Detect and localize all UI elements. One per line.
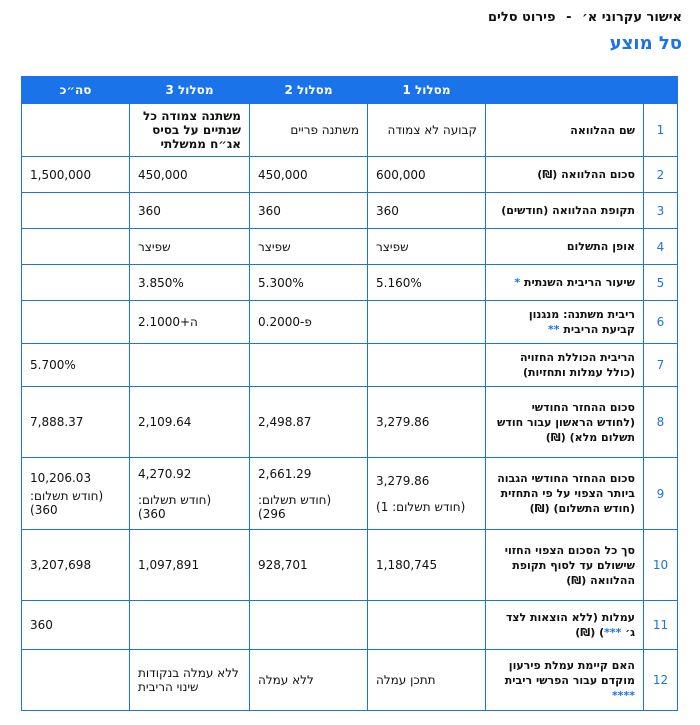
total-payment-month: (חודש תשלום: 360) [30, 488, 104, 517]
track-2-value: 5.300% [250, 265, 368, 301]
footnote-marker: *** [604, 626, 622, 639]
total-value [22, 650, 130, 711]
page-header [18, 8, 682, 58]
track-2-cell [250, 458, 368, 530]
row-number: 1 [644, 104, 678, 157]
row-label: אופן התשלום [486, 229, 644, 265]
row-label-suffix: ) (₪) [575, 626, 605, 639]
total-value: 3,207,698 [22, 530, 130, 601]
table-row [22, 157, 678, 193]
total-value: 1,500,000 [22, 157, 130, 193]
table-row [22, 387, 678, 458]
column-header-track-3: מסלול 3 [130, 77, 250, 104]
total-value: 360 [22, 601, 130, 650]
track-1-value: 5.160% [368, 265, 486, 301]
track-2-value [250, 344, 368, 387]
track-1-payment-month: (חודש תשלום: 1) [376, 499, 466, 514]
column-header-number [644, 77, 678, 104]
table-row [22, 601, 678, 650]
row-label-text: שיעור הריבית השנתית [524, 276, 635, 289]
total-value [22, 301, 130, 344]
track-3-value [130, 601, 250, 650]
track-3-value: 4,270.92 [138, 466, 192, 481]
track-3-value: 450,000 [130, 157, 250, 193]
track-3-value: 2,109.64 [130, 387, 250, 458]
row-label [486, 650, 644, 711]
table-row [22, 229, 678, 265]
row-label: שם ההלוואה [486, 104, 644, 157]
row-label: סכום ההחזר החודשי (לחודש הראשון עבור חודש תשלום מלא) (₪) [486, 387, 644, 458]
track-1-value: 1,180,745 [368, 530, 486, 601]
total-value [22, 104, 130, 157]
track-2-value: 360 [250, 193, 368, 229]
table-row [22, 104, 678, 157]
row-number: 11 [644, 601, 678, 650]
row-number: 12 [644, 650, 678, 711]
track-3-cell [130, 458, 250, 530]
row-label: סך כל הסכום הצפוי החזוי שישולם עד לסוף תקופת ההלוואה (₪) [486, 530, 644, 601]
footnote-marker: * [514, 276, 521, 289]
row-label: סכום ההלוואה (₪) [486, 157, 644, 193]
track-2-value: 2,498.87 [250, 387, 368, 458]
row-number: 5 [644, 265, 678, 301]
table-row [22, 530, 678, 601]
track-2-value: שפיצר [250, 229, 368, 265]
track-3-value: שפיצר [130, 229, 250, 265]
row-label-text: עמלות (ללא הוצאות לצד ג׳ [505, 611, 635, 639]
track-1-value: 600,000 [368, 157, 486, 193]
track-1-value: שפיצר [368, 229, 486, 265]
column-header-track-2: מסלול 2 [250, 77, 368, 104]
table-row [22, 650, 678, 711]
track-3-value [130, 344, 250, 387]
track-3-value: 1,097,891 [130, 530, 250, 601]
page-title: סל מוצע [609, 33, 682, 54]
row-number: 7 [644, 344, 678, 387]
footnote-marker: **** [611, 688, 635, 702]
track-1-value: 3,279.86 [376, 473, 430, 488]
total-cell [22, 458, 130, 530]
track-1-value [368, 301, 486, 344]
table-row [22, 344, 678, 387]
track-1-value: תתכן עמלה [368, 650, 486, 711]
row-number: 3 [644, 193, 678, 229]
track-1-value: 360 [368, 193, 486, 229]
row-number: 2 [644, 157, 678, 193]
track-1-cell [368, 458, 486, 530]
row-label: הריבית הכוללת החזויה (כולל עמלות ותחזיות) [486, 344, 644, 387]
total-value [22, 229, 130, 265]
track-3-payment-month: (חודש תשלום: 360) [138, 492, 212, 521]
track-2-value: 2,661.29 [258, 466, 312, 481]
approval-title: אישור עקרוני א׳ [582, 10, 682, 25]
track-2-value: פ-0.2000 [250, 301, 368, 344]
track-2-value [250, 601, 368, 650]
total-value [22, 193, 130, 229]
row-label [486, 265, 644, 301]
row-label-text: ריבית משתנה: מנגנון קביעת הריבית [528, 308, 635, 336]
row-label: תקופת ההלוואה (חודשים) [486, 193, 644, 229]
track-1-value: קבועה לא צמודה [368, 104, 486, 157]
total-value: 7,888.37 [22, 387, 130, 458]
header-separator: - [566, 10, 572, 25]
track-2-value: משתנה פריים [250, 104, 368, 157]
row-number: 4 [644, 229, 678, 265]
track-3-value: 3.850% [130, 265, 250, 301]
row-label [486, 301, 644, 344]
column-header-total: סה״כ [22, 77, 130, 104]
track-2-value: 928,701 [250, 530, 368, 601]
track-1-value [368, 344, 486, 387]
track-2-value: 450,000 [250, 157, 368, 193]
table-row [22, 265, 678, 301]
row-label [486, 601, 644, 650]
track-3-value: ה+2.1000 [130, 301, 250, 344]
total-value: 5.700% [22, 344, 130, 387]
row-label-text: האם קיימת עמלת פירעון מוקדם עבור הפרשי ריבית [504, 658, 635, 687]
track-1-value: 3,279.86 [368, 387, 486, 458]
breakdown-title: פירוט סלים [487, 10, 556, 25]
track-2-value: ללא עמלה [250, 650, 368, 711]
header-line [18, 8, 682, 28]
mortgage-table [21, 76, 678, 711]
table-header-row [22, 77, 678, 104]
track-3-value: משתנה צמודה כל שנתיים על בסיס אג״ח ממשלתי [130, 104, 250, 157]
row-number: 9 [644, 458, 678, 530]
track-2-payment-month: (חודש תשלום: 296) [258, 492, 332, 521]
row-label: סכום ההחזר החודשי הגבוה ביותר הצפוי על פי התחזית (חודש התשלום) (₪) [486, 458, 644, 530]
row-number: 10 [644, 530, 678, 601]
row-number: 8 [644, 387, 678, 458]
total-value: 10,206.03 [30, 470, 92, 485]
track-3-value: ללא עמלה בנקודות שינוי הריבית [130, 650, 250, 711]
footnote-marker: ** [548, 323, 560, 336]
table-row [22, 458, 678, 530]
column-header-track-1: מסלול 1 [368, 77, 486, 104]
column-header-label [486, 77, 644, 104]
track-1-value [368, 601, 486, 650]
row-number: 6 [644, 301, 678, 344]
track-3-value: 360 [130, 193, 250, 229]
table-row [22, 193, 678, 229]
table-row [22, 301, 678, 344]
total-value [22, 265, 130, 301]
